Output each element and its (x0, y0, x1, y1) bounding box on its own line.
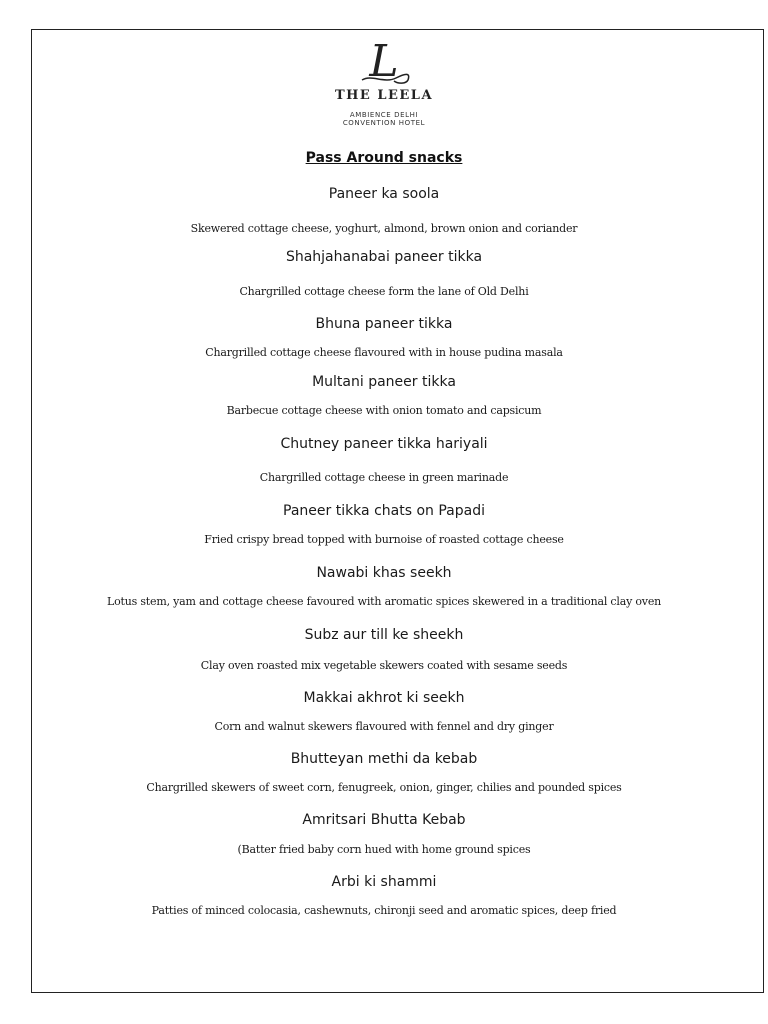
dish-name: Paneer tikka chats on Papadi (283, 503, 485, 519)
dish-description: Chargrilled cottage cheese form the lane of Old Delhi (239, 285, 529, 298)
dish-name: Arbi ki shammi (331, 874, 437, 890)
dish-name: Amritsari Bhutta Kebab (302, 812, 466, 828)
dish-name: Bhutteyan methi da kebab (290, 751, 478, 767)
dish-description: Fried crispy bread topped with burnoise of roasted cottage cheese (204, 533, 564, 546)
dish-name: Multani paneer tikka (312, 374, 456, 390)
dish-name: Paneer ka soola (328, 186, 440, 202)
dish-name: Bhuna paneer tikka (315, 316, 453, 332)
logo (0, 38, 768, 88)
leela-monogram-icon (354, 38, 414, 88)
hotel-subtitle-line1: AMBIENCE DELHI (349, 111, 419, 119)
dish-name: Subz aur till ke sheekh (304, 627, 464, 643)
dish-description: Skewered cottage cheese, yoghurt, almond, brown onion and coriander (190, 222, 578, 235)
dish-description: Chargrilled skewers of sweet corn, fenugreek, onion, ginger, chilies and pounded spices (146, 781, 622, 794)
menu-title: Pass Around snacks (305, 150, 463, 166)
dish-description: Patties of minced colocasia, cashewnuts, chironji seed and aromatic spices, deep fried (151, 904, 617, 917)
dish-name: Nawabi khas seekh (316, 565, 452, 581)
svg-text:L: L (369, 38, 399, 87)
dish-description: (Batter fried baby corn hued with home ground spices (237, 843, 531, 856)
dish-name: Chutney paneer tikka hariyali (280, 436, 488, 452)
dish-description: Barbecue cottage cheese with onion tomato and capsicum (226, 404, 542, 417)
dish-description: Chargrilled cottage cheese in green marinade (259, 471, 509, 484)
hotel-name: THE LEELA (334, 88, 434, 103)
dish-description: Clay oven roasted mix vegetable skewers coated with sesame seeds (200, 659, 568, 672)
dish-name: Shahjahanabai paneer tikka (285, 249, 483, 265)
dish-description: Chargrilled cottage cheese flavoured with in house pudina masala (205, 346, 563, 359)
dish-description: Lotus stem, yam and cottage cheese favoured with aromatic spices skewered in a traditional clay oven (106, 595, 662, 608)
hotel-subtitle-line2: CONVENTION HOTEL (342, 119, 426, 127)
dish-description: Corn and walnut skewers flavoured with fennel and dry ginger (214, 720, 554, 733)
dish-name: Makkai akhrot ki seekh (303, 690, 465, 706)
